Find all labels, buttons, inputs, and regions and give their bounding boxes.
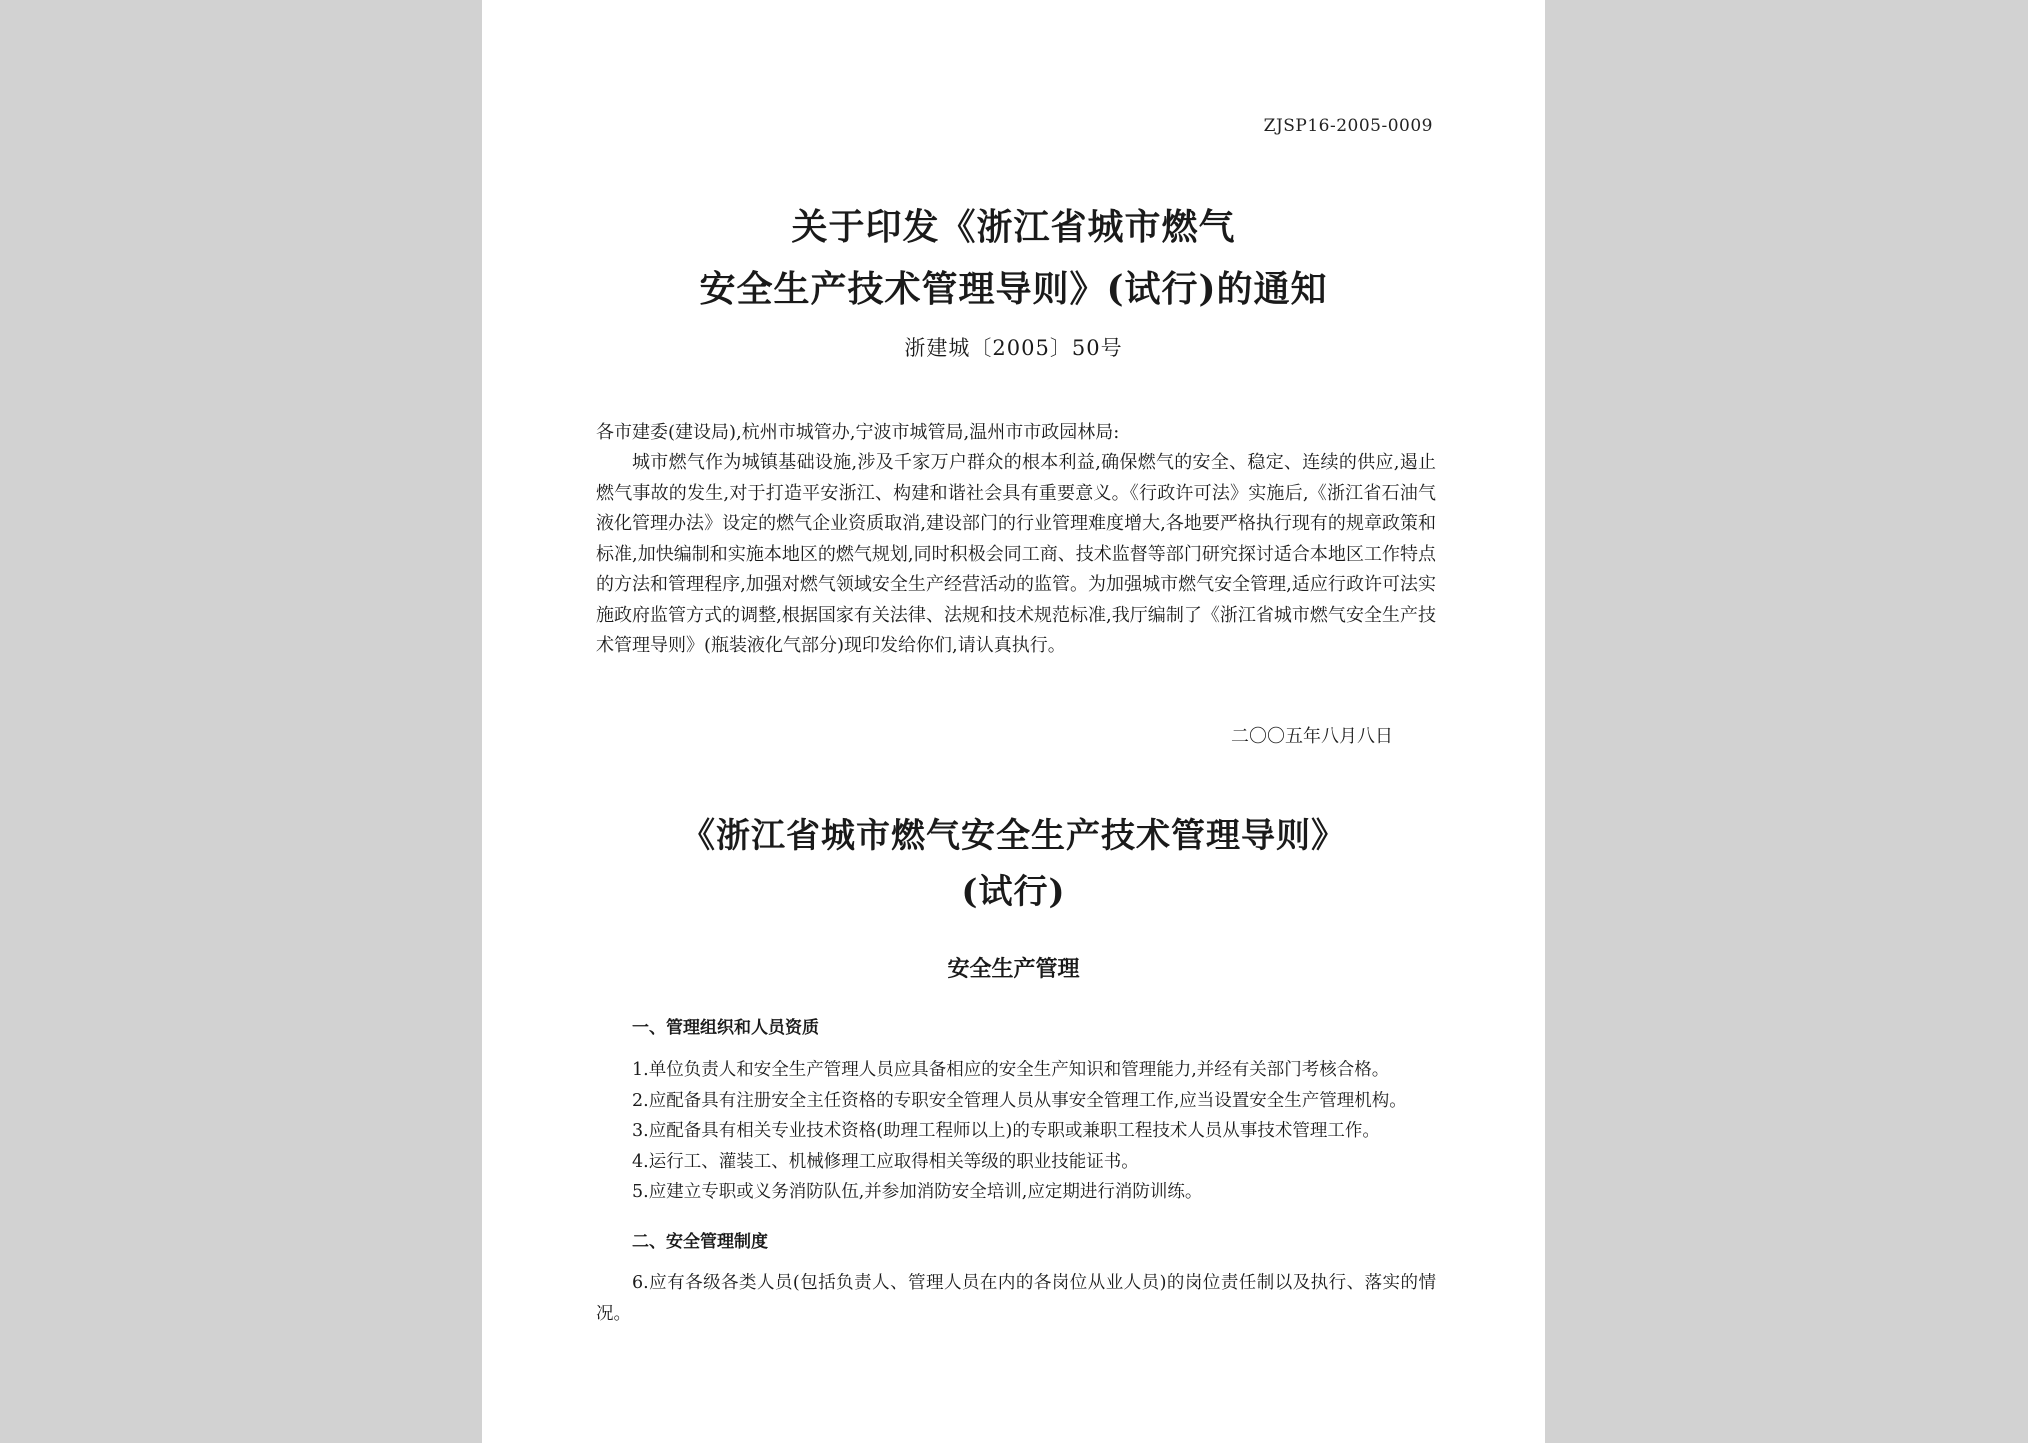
list-item: 5.应建立专职或义务消防队伍,并参加消防安全培训,应定期进行消防训练。 <box>632 1182 1203 1202</box>
document-page <box>482 0 1545 1443</box>
notice-title <box>482 196 1545 320</box>
list-item: 1.单位负责人和安全生产管理人员应具备相应的安全生产知识和管理能力,并经有关部门考核合格。 <box>632 1060 1390 1080</box>
list-item: 6.应有各级各类人员(包括负责人、管理人员在内的各岗位从业人员)的岗位责任制以及执行、落实的情况。 <box>596 1273 1436 1324</box>
list-item: 4.运行工、灌装工、机械修理工应取得相关等级的职业技能证书。 <box>632 1151 1139 1172</box>
subheading-safety-system: 二、安全管理制度 <box>632 1232 768 1252</box>
guide-title-line1: 《浙江省城市燃气安全生产技术管理导则》 <box>681 816 1346 856</box>
guide-title-line2: (试行) <box>961 872 1066 912</box>
document-number: 浙建城〔2005〕50号 <box>904 336 1123 360</box>
document-code: ZJSP16-2005-0009 <box>1263 116 1433 136</box>
list-item: 3.应配备具有相关专业技术资格(助理工程师以上)的专职或兼职工程技术人员从事技术管理工作。 <box>632 1121 1380 1141</box>
notice-body: 城市燃气作为城镇基础设施,涉及千家万户群众的根本利益,确保燃气的安全、稳定、连续的供应,遏止燃气事故的发生,对于打造平安浙江、构建和谐社会具有重要意义。《行政许可法》实施后,《浙江省石油气液化管理办法》设定的燃气企业资质取消,建设部门的行业管理难度增大,各地要严格执行现有的规章政策和标准,加快编制和实施本地区的燃气规划,同时积极会同工商、技术监督等部门研究探讨适合本地区工作特点的方法和管理程序,加强对燃气领域安全生产经营活动的监管。为加强城市燃气安全管理,适应行政许可法实施政府监管方式的调整,根据国家有关法律、法规和技术规范标准,我厅编制了《浙江省城市燃气安全生产技术管理导则》(瓶装液化气部分)现印发给你们,请认真执行。 <box>596 452 1436 656</box>
notice-title-line2: 安全生产技术管理导则》(试行)的通知 <box>699 268 1328 310</box>
subheading-organization: 一、管理组织和人员资质 <box>632 1018 819 1038</box>
requirements-list <box>632 1055 1407 1208</box>
section-title: 安全生产管理 <box>947 957 1080 982</box>
notice-date: 二〇〇五年八月八日 <box>1231 726 1393 747</box>
guide-title <box>482 808 1545 920</box>
notice-title-line1: 关于印发《浙江省城市燃气 <box>791 206 1236 248</box>
addressee: 各市建委(建设局),杭州市城管办,宁波市城管局,温州市市政园林局: <box>596 422 1120 443</box>
list-item: 2.应配备具有注册安全主任资格的专职安全管理人员从事安全管理工作,应当设置安全生产管理机构。 <box>632 1090 1407 1111</box>
